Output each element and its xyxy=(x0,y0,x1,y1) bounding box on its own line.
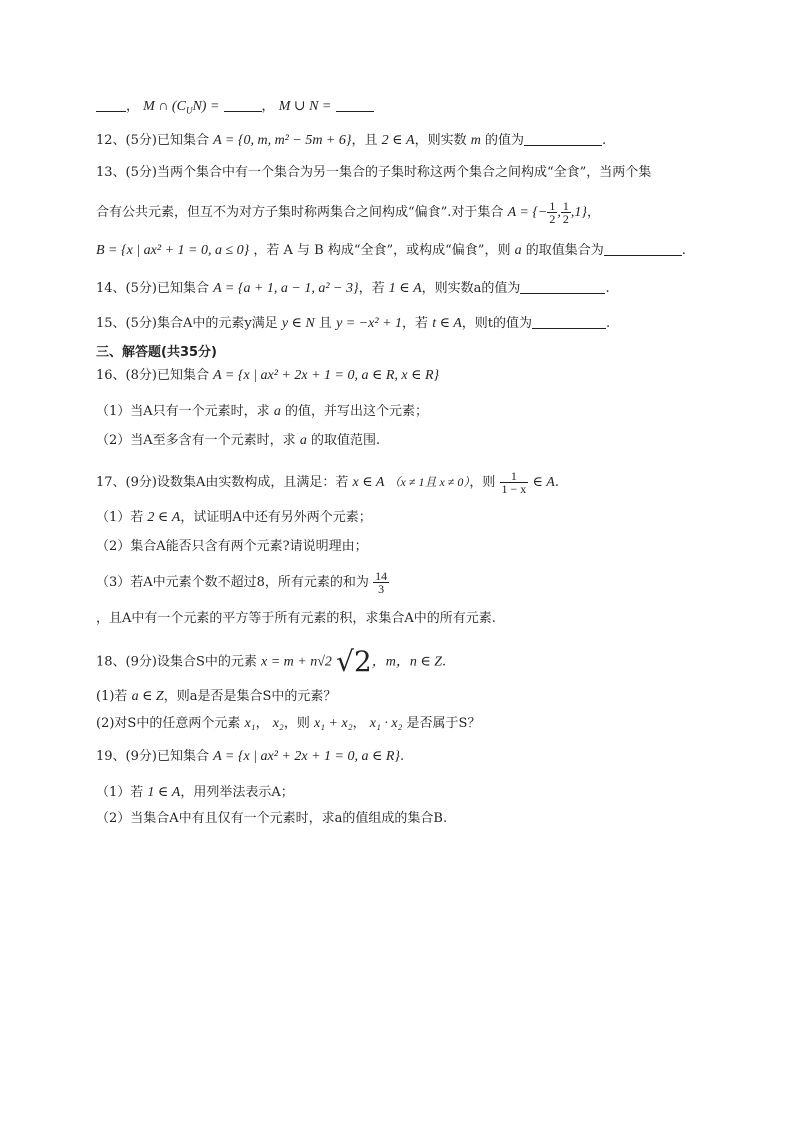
q11-tail: ， M ∩ $(C_UN)$ = ， M ∪ N = xyxy=(96,97,374,121)
answer-blank[interactable] xyxy=(524,131,602,146)
answer-blank[interactable] xyxy=(520,279,605,294)
answer-blank[interactable] xyxy=(532,314,606,329)
fraction: $\frac{1}{2}$ xyxy=(549,199,556,226)
question-17-part-3: （3）若A中元素个数不超过8，所有元素的和为 $\frac{14}{3}$ xyxy=(96,569,388,596)
section-title: 三、解答题(共35分) xyxy=(96,345,217,360)
question-17-part-1: （1）若 2 ∈ A，试证明A中还有另外两个元素； xyxy=(96,510,372,525)
question-12: 12、(5分)已知集合 A = {0, m, m² − 5m + 6}，且 2 ∈ A，则实数 m 的值为 . xyxy=(96,133,607,148)
question-18-part-2: (2)对S中的任意两个元素 x₁， x₂，则 x₁ + x₂， x₁ · x₂ 是否属于S？ xyxy=(96,716,481,731)
question-19-part-2: （2）当集合A中有且仅有一个元素时，求a的值组成的集合B. xyxy=(96,811,448,826)
question-13-line-3: B = {x | ax² + 1 = 0, a ≤ 0} ，若 A 与 B 构成“全食”，或构成“偏食”，则 a 的取值集合为 . xyxy=(96,243,686,258)
question-16-part-2: （2）当A至多含有一个元素时，求 a 的取值范围. xyxy=(96,433,381,448)
question-17-part-3-cont: ，且A中有一个元素的平方等于所有元素的积，求集合A中的所有元素. xyxy=(96,611,496,626)
question-15: 15、(5分)集合A中的元素y满足 y ∈ N 且 y = −x² + 1，若 t ∈ A，则t的值为 . xyxy=(96,316,611,331)
fraction: $\frac{14}{3}$ xyxy=(375,569,388,596)
question-18: 18、(9分)设集合S中的元素 x = m + n√2 √2，m，n ∈ Z. xyxy=(96,645,447,678)
question-18-part-1: (1)若 a ∈ Z，则a是否是集合S中的元素？ xyxy=(96,689,337,704)
question-19: 19、(9分)已知集合 A = {x | ax² + 2x + 1 = 0, a ∈ R}. xyxy=(96,749,405,764)
answer-blank[interactable] xyxy=(336,97,374,112)
question-19-part-1: （1）若 1 ∈ A，用列举法表示A； xyxy=(96,785,294,800)
question-16-part-1: （1）当A只有一个元素时，求 a 的值，并写出这个元素； xyxy=(96,404,428,419)
question-16: 16、(8分)已知集合 A = {x | ax² + 2x + 1 = 0, a ∈ R, x ∈ R} xyxy=(96,368,440,383)
question-13-line-2: 合有公共元素，但互不为对方子集时称两集合之间构成“偏食”.对于集合 A = {− $\frac{1}{2}$ , $\frac{1}{2}$ ,1}， xyxy=(96,199,600,226)
question-13-line-1: 13、(5分)当两个集合中有一个集合为另一集合的子集时称这两个集合之间构成“全食”，当两个集 xyxy=(96,165,652,180)
question-17: 17、(9分)设数集A由实数构成，且满足：若 x ∈ A （x ≠ 1且 x ≠ 0），则 $\frac{1}{1 - x}$ ∈ A. xyxy=(96,469,559,496)
answer-blank[interactable] xyxy=(604,241,682,256)
fraction: $\frac{1}{1 - x}$ xyxy=(501,469,527,496)
question-17-part-2: （2）集合A能否只含有两个元素?请说明理由； xyxy=(96,539,368,554)
answer-blank[interactable] xyxy=(224,97,262,112)
fraction: $\frac{1}{2}$ xyxy=(562,199,569,226)
question-14: 14、(5分)已知集合 A = {a + 1, a − 1, a² − 3}，若 1 ∈ A，则实数a的值为 . xyxy=(96,281,610,296)
answer-blank[interactable] xyxy=(96,97,126,112)
